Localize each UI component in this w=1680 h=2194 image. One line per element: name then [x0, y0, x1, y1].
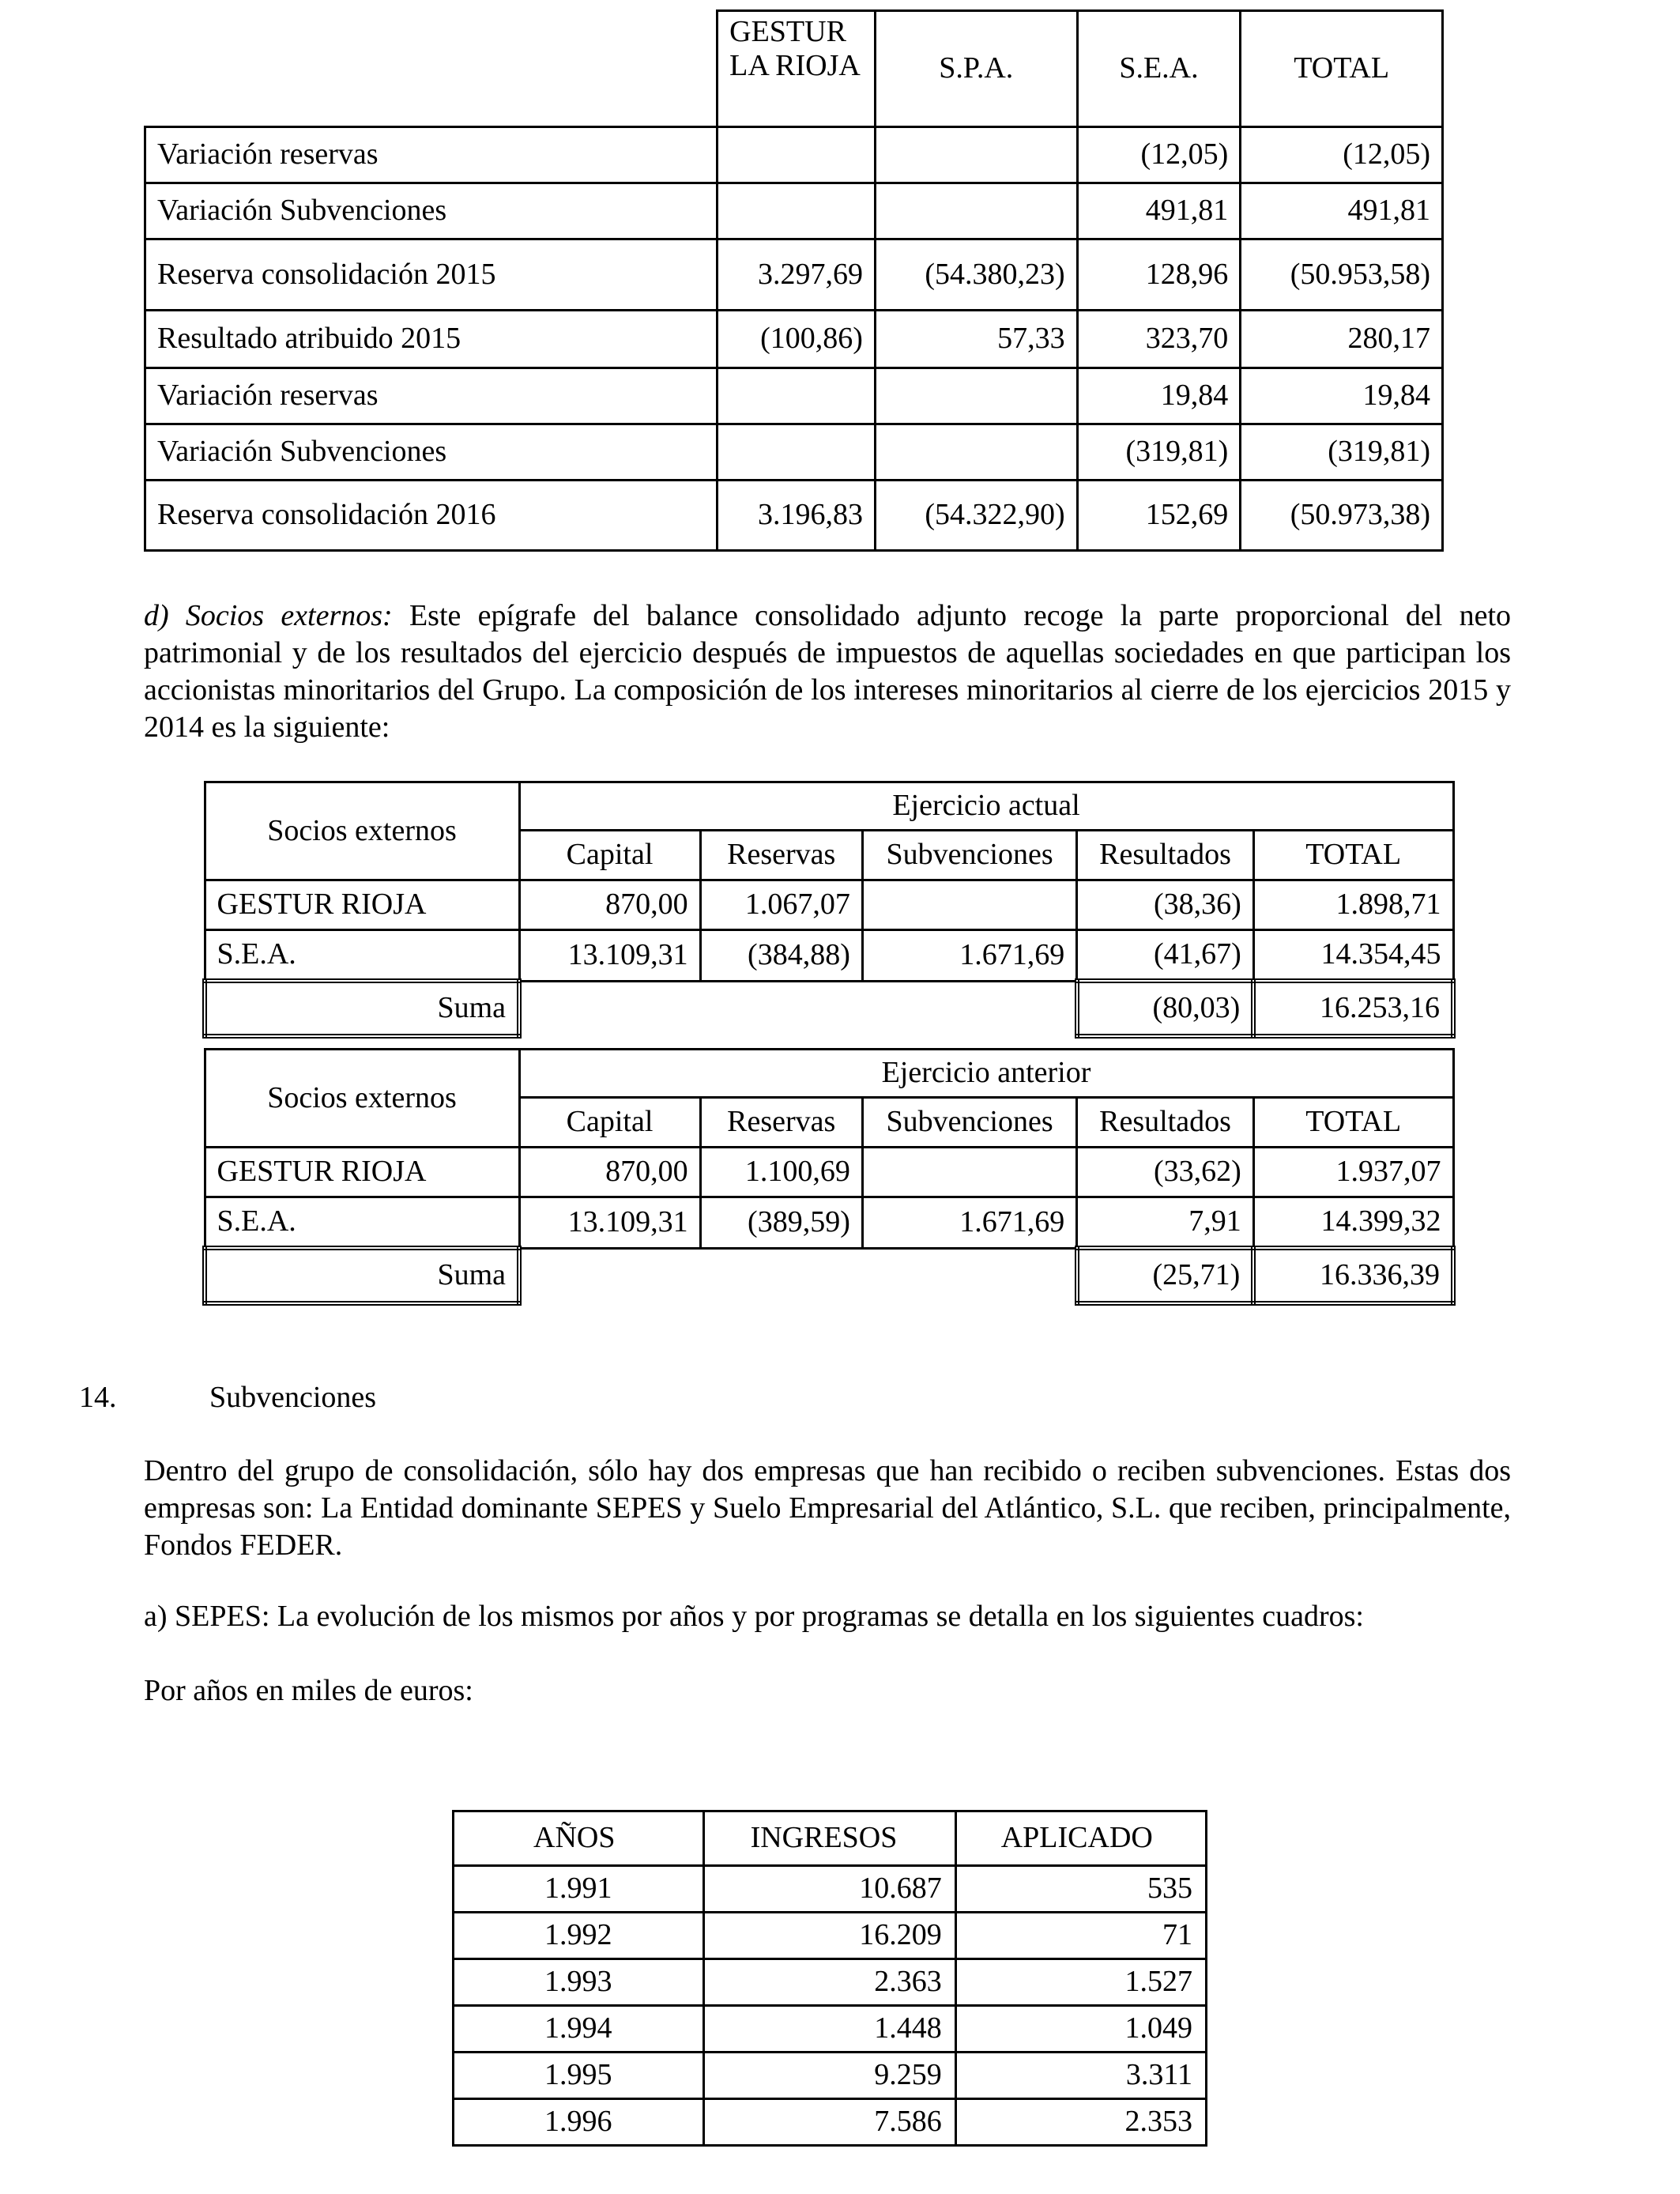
- cell: [862, 880, 1076, 930]
- row-label: Reserva consolidación 2016: [145, 481, 718, 551]
- socios-lead: d) Socios externos:: [144, 599, 393, 632]
- cell: (100,86): [718, 311, 876, 368]
- cell: 1.937,07: [1253, 1148, 1453, 1197]
- cell: 14.354,45: [1253, 930, 1453, 982]
- socios-anterior-table: [202, 1048, 1456, 1306]
- cell: (33,62): [1077, 1148, 1253, 1197]
- table-row: [454, 2099, 1207, 2146]
- cell: 1.049: [955, 2006, 1206, 2053]
- table-row: [454, 1913, 1207, 1959]
- table-row: [454, 2053, 1207, 2099]
- column-header: Subvenciones: [862, 1098, 1076, 1148]
- cell: (38,36): [1077, 880, 1253, 930]
- cell: 1.671,69: [862, 1197, 1076, 1249]
- cell: 1.448: [703, 2006, 955, 2053]
- cell: 870,00: [519, 1148, 700, 1197]
- cell: (12,05): [1241, 127, 1443, 183]
- cell: 280,17: [1241, 311, 1443, 368]
- sum-label: Suma: [205, 1248, 519, 1303]
- cell: 1.994: [454, 2006, 704, 2053]
- cell: 1.100,69: [700, 1148, 862, 1197]
- table-row: [205, 930, 1453, 982]
- column-header: S.E.A.: [1077, 11, 1241, 127]
- table-row: [145, 311, 1443, 368]
- column-header: Resultados: [1077, 1098, 1253, 1148]
- sum-row: [205, 981, 1453, 1036]
- row-label: S.E.A.: [205, 1197, 519, 1249]
- cell: 491,81: [1241, 183, 1443, 239]
- cell: [875, 424, 1077, 481]
- cell: 14.399,32: [1253, 1197, 1453, 1249]
- column-header: GESTUR LA RIOJA: [718, 11, 876, 127]
- sum-cell: 16.336,39: [1253, 1248, 1453, 1303]
- cell: 7,91: [1077, 1197, 1253, 1249]
- cell: [875, 127, 1077, 183]
- cell: 71: [955, 1913, 1206, 1959]
- cell: 2.353: [955, 2099, 1206, 2146]
- row-label: Variación reservas: [145, 368, 718, 424]
- table-row: [205, 880, 1453, 930]
- group-header: Ejercicio actual: [519, 782, 1453, 831]
- cell: 1.067,07: [700, 880, 862, 930]
- cell: 19,84: [1241, 368, 1443, 424]
- cell: [862, 1148, 1076, 1197]
- table-header-row: [145, 11, 1443, 127]
- table-header-row: [454, 1811, 1207, 1866]
- cell: 7.586: [703, 2099, 955, 2146]
- row-label: Resultado atribuido 2015: [145, 311, 718, 368]
- cell: 128,96: [1077, 239, 1241, 311]
- table-row: [454, 2006, 1207, 2053]
- sum-row: [205, 1248, 1453, 1303]
- subvenciones-paragraph: Dentro del grupo de consolidación, sólo hay dos empresas que han recibido o reciben subvenciones. Estas dos empresas son: La Entidad dominante SEPES y Suelo Empresarial del Atlántico, S.L. que reciben, principalmente, Fondos FEDER.: [144, 1454, 1511, 1562]
- cell: [718, 368, 876, 424]
- cell: (41,67): [1077, 930, 1253, 982]
- cell: (384,88): [700, 930, 862, 982]
- cell: (50.953,58): [1241, 239, 1443, 311]
- table-header-row: [205, 1050, 1453, 1098]
- column-header: TOTAL: [1253, 831, 1453, 880]
- cell: 870,00: [519, 880, 700, 930]
- sepes-paragraph: a) SEPES: La evolución de los mismos por años y por programas se detalla en los siguientes cuadros:: [144, 1600, 1364, 1633]
- row-label: Variación Subvenciones: [145, 424, 718, 481]
- sum-label: Suma: [205, 981, 519, 1036]
- table-row: [145, 183, 1443, 239]
- cell: 152,69: [1077, 481, 1241, 551]
- column-header: Capital: [519, 1098, 700, 1148]
- socios-label: Socios externos: [205, 782, 519, 880]
- anios-caption: Por años en miles de euros:: [144, 1674, 473, 1707]
- section-title: Subvenciones: [209, 1381, 377, 1414]
- group-header: Ejercicio anterior: [519, 1050, 1453, 1098]
- cell: 1.991: [454, 1866, 704, 1913]
- cell: [718, 127, 876, 183]
- table-row: [454, 1959, 1207, 2006]
- row-label: Reserva consolidación 2015: [145, 239, 718, 311]
- column-header: INGRESOS: [703, 1811, 955, 1866]
- reservas-table: [144, 9, 1444, 552]
- cell: 1.527: [955, 1959, 1206, 2006]
- table-row: [145, 127, 1443, 183]
- cell: 1.996: [454, 2099, 704, 2146]
- cell: 9.259: [703, 2053, 955, 2099]
- table-row: [145, 239, 1443, 311]
- column-header: Reservas: [700, 1098, 862, 1148]
- cell: (389,59): [700, 1197, 862, 1249]
- column-header: Capital: [519, 831, 700, 880]
- column-header: Reservas: [700, 831, 862, 880]
- cell: 491,81: [1077, 183, 1241, 239]
- sum-gap: [519, 1248, 1077, 1303]
- cell: (319,81): [1241, 424, 1443, 481]
- cell: 19,84: [1077, 368, 1241, 424]
- cell: 10.687: [703, 1866, 955, 1913]
- cell: 3.196,83: [718, 481, 876, 551]
- sum-cell: (80,03): [1077, 981, 1253, 1036]
- cell: (319,81): [1077, 424, 1241, 481]
- socios-paragraph: [144, 598, 1511, 746]
- cell: 2.363: [703, 1959, 955, 2006]
- cell: 323,70: [1077, 311, 1241, 368]
- table-row: [454, 1866, 1207, 1913]
- row-label: Variación Subvenciones: [145, 183, 718, 239]
- row-label: GESTUR RIOJA: [205, 880, 519, 930]
- cell: 1.992: [454, 1913, 704, 1959]
- column-header: APLICADO: [955, 1811, 1206, 1866]
- table-row: [205, 1148, 1453, 1197]
- row-label: GESTUR RIOJA: [205, 1148, 519, 1197]
- cell: 1.993: [454, 1959, 704, 2006]
- cell: [718, 183, 876, 239]
- row-label: Variación reservas: [145, 127, 718, 183]
- cell: 16.209: [703, 1913, 955, 1959]
- column-header: TOTAL: [1241, 11, 1443, 127]
- cell: 1.898,71: [1253, 880, 1453, 930]
- cell: (12,05): [1077, 127, 1241, 183]
- cell: 13.109,31: [519, 930, 700, 982]
- section-number: 14.: [79, 1381, 117, 1414]
- table-row: [145, 424, 1443, 481]
- cell: 3.297,69: [718, 239, 876, 311]
- table-row: [205, 1197, 1453, 1249]
- column-header: AÑOS: [454, 1811, 704, 1866]
- cell: (54.322,90): [875, 481, 1077, 551]
- cell: 13.109,31: [519, 1197, 700, 1249]
- cell: 1.995: [454, 2053, 704, 2099]
- cell: (50.973,38): [1241, 481, 1443, 551]
- sum-gap: [519, 981, 1077, 1036]
- socios-text: Este epígrafe del balance consolidado adjunto recoge la parte proporcional del neto patrimonial y de los resultados del ejercicio después de impuestos de aquellas sociedades en que participan los accionistas minoritarios del Grupo. La composición de los intereses minoritarios al cierre de los ejercicios 2015 y 2014 es la siguiente:: [144, 599, 1512, 744]
- cell: [718, 424, 876, 481]
- sum-cell: (25,71): [1077, 1248, 1253, 1303]
- socios-label: Socios externos: [205, 1050, 519, 1148]
- row-label: S.E.A.: [205, 930, 519, 982]
- table-row: [145, 481, 1443, 551]
- column-header: Subvenciones: [862, 831, 1076, 880]
- cell: 535: [955, 1866, 1206, 1913]
- socios-actual-table: [202, 781, 1456, 1039]
- cell: [875, 368, 1077, 424]
- empty-corner: [145, 11, 718, 127]
- cell: (54.380,23): [875, 239, 1077, 311]
- sum-cell: 16.253,16: [1253, 981, 1453, 1036]
- table-header-row: [205, 782, 1453, 831]
- cell: 3.311: [955, 2053, 1206, 2099]
- cell: 1.671,69: [862, 930, 1076, 982]
- column-header: Resultados: [1077, 831, 1253, 880]
- cell: 57,33: [875, 311, 1077, 368]
- cell: [875, 183, 1077, 239]
- table-row: [145, 368, 1443, 424]
- column-header: TOTAL: [1253, 1098, 1453, 1148]
- anios-table: [452, 1810, 1207, 2147]
- column-header: S.P.A.: [875, 11, 1077, 127]
